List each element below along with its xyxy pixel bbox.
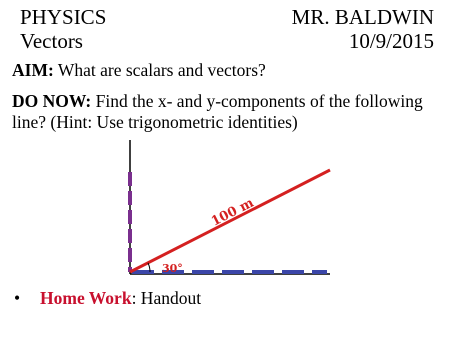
homework-text: : Handout	[131, 288, 202, 308]
aim-text: What are scalars and vectors?	[53, 60, 266, 80]
teacher-name: MR. BALDWIN	[291, 5, 434, 29]
do-now-text: Find the x- and y-components of the following line? (Hint: Use trigonometric identities)	[12, 91, 423, 132]
subject-title: PHYSICS	[20, 5, 107, 29]
homework-item	[14, 287, 201, 309]
topic-title: Vectors	[20, 29, 83, 53]
do-now-label: DO NOW:	[12, 91, 92, 111]
magnitude-label: 100 m	[209, 195, 257, 230]
aim-label: AIM:	[12, 60, 54, 80]
angle-label: 30°	[162, 262, 183, 275]
lesson-date: 10/9/2015	[348, 29, 434, 53]
bullet-icon: •	[14, 288, 21, 308]
homework-label: Home Work	[40, 288, 132, 308]
